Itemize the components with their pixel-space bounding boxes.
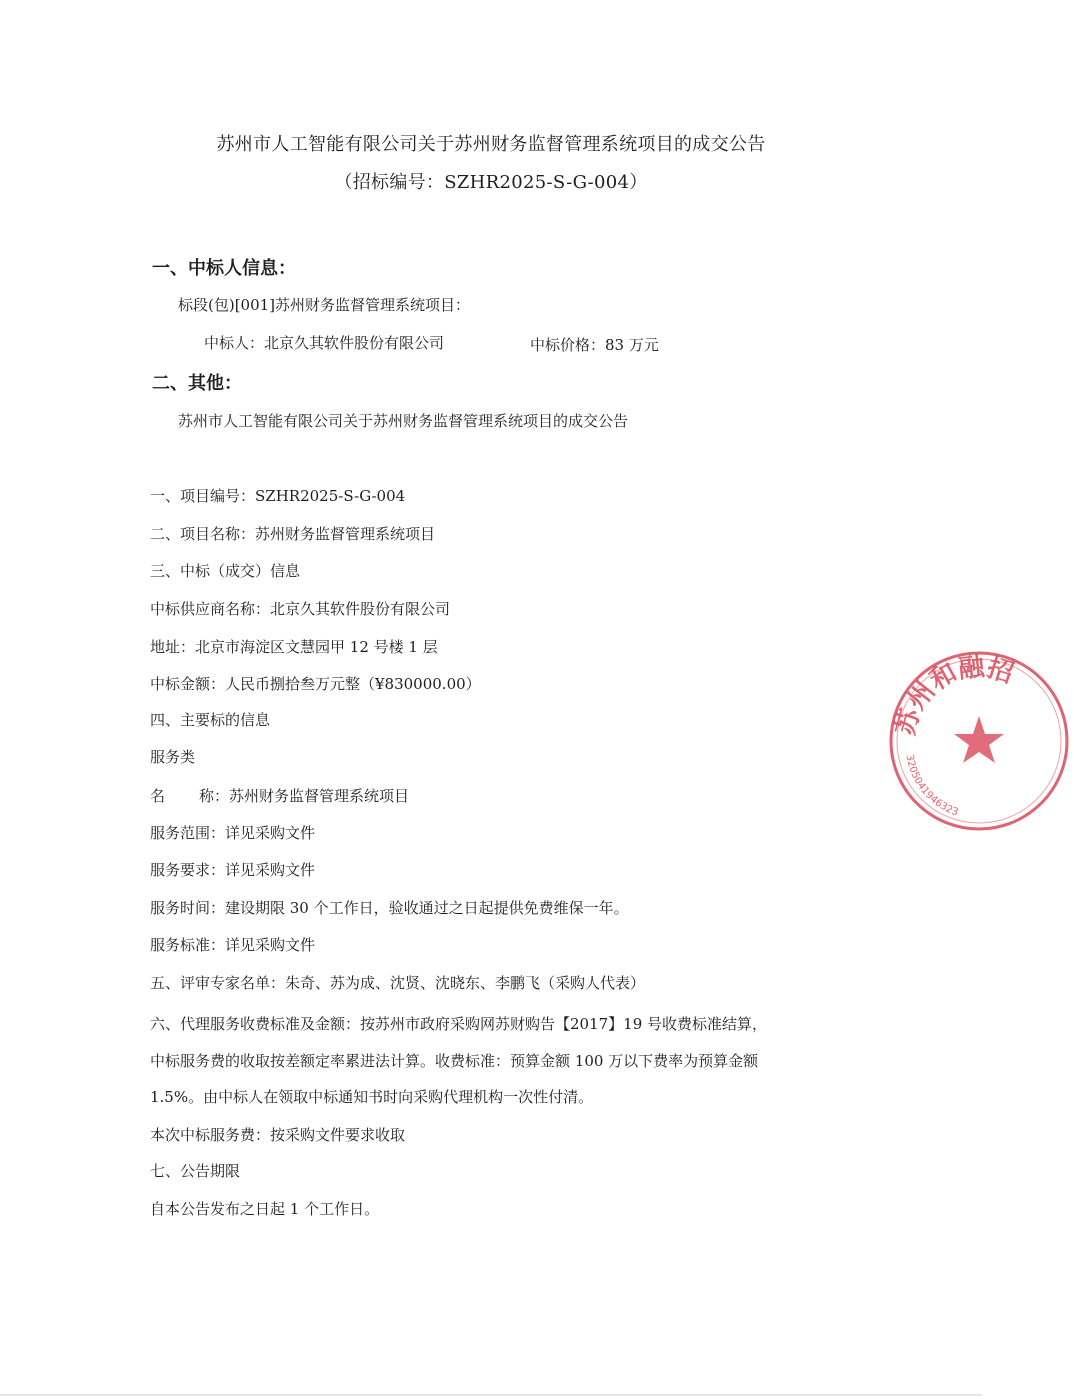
service-standard: 服务标准：详见采购文件: [150, 936, 316, 954]
seal-code-text: 3205041946323: [903, 753, 960, 819]
fee-standard-line3: 1.5%。由中标人在领取中标通知书时向采购代理机构一次性付清。: [150, 1088, 594, 1106]
section-winner-heading: 一、中标人信息：: [152, 258, 296, 279]
current-service-fee: 本次中标服务费：按采购文件要求收取: [150, 1126, 406, 1144]
winner-line: 中标人：北京久其软件股份有限公司: [204, 334, 445, 352]
service-category: 服务类: [150, 748, 196, 766]
tender-number: （招标编号：SZHR2025-S-G-004）: [334, 172, 648, 193]
service-name: [150, 785, 409, 806]
price-line: 中标价格：83 万元: [530, 336, 659, 354]
main-subject-heading: 四、主要标的信息: [150, 711, 271, 729]
service-scope: 服务范围：详见采购文件: [150, 824, 316, 842]
award-amount: 中标金额：人民币捌拾叁万元整（¥830000.00）: [150, 675, 481, 693]
project-number: 一、项目编号：SZHR2025-S-G-004: [150, 487, 406, 505]
scan-edge-line: [0, 1394, 982, 1396]
company-seal: [884, 646, 1074, 836]
notice-period-heading: 七、公告期限: [150, 1162, 241, 1180]
seal-name-text: 苏州和融招: [890, 652, 1018, 739]
expert-list: 五、评审专家名单：朱奇、苏为成、沈贤、沈晓东、李鹏飞（采购人代表）: [150, 974, 646, 992]
other-subtitle: 苏州市人工智能有限公司关于苏州财务监督管理系统项目的成交公告: [178, 412, 629, 430]
award-info-heading: 三、中标（成交）信息: [150, 562, 301, 580]
name-label-first-char: 名: [150, 787, 166, 805]
supplier-address: 地址：北京市海淀区文慧园甲 12 号楼 1 层: [150, 638, 438, 656]
seal-star-icon: [954, 716, 1004, 763]
notice-period-text: 自本公告发布之日起 1 个工作日。: [150, 1200, 380, 1218]
service-time: 服务时间：建设期限 30 个工作日，验收通过之日起提供免费维保一年。: [150, 899, 629, 917]
document-title: 苏州市人工智能有限公司关于苏州财务监督管理系统项目的成交公告: [216, 134, 766, 155]
service-requirement: 服务要求：详见采购文件: [150, 861, 316, 879]
project-name: 二、项目名称：苏州财务监督管理系统项目: [150, 525, 436, 543]
lot-line: 标段(包)[001]苏州财务监督管理系统项目：: [178, 296, 471, 314]
fee-standard-line2: 中标服务费的收取按差额定率累进法计算。收费标准：预算金额 100 万以下费率为预算金额: [150, 1052, 759, 1070]
name-label-rest: 称：苏州财务监督管理系统项目: [199, 787, 410, 805]
fee-standard-line1: 六、代理服务收费标准及金额：按苏州市政府采购网苏财购告【2017】19 号收费标准结算，: [150, 1015, 768, 1033]
section-other-heading: 二、其他：: [152, 373, 242, 394]
supplier-name: 中标供应商名称：北京久其软件股份有限公司: [150, 600, 451, 618]
